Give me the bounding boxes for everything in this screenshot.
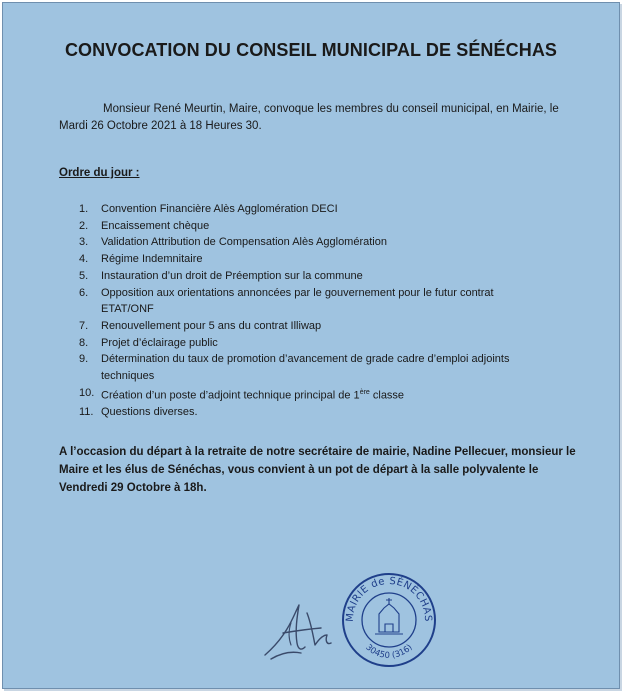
agenda-heading: Ordre du jour : [59,167,140,179]
document-title: CONVOCATION DU CONSEIL MUNICIPAL DE SÉNÉCHAS [64,40,558,60]
agenda-item-text: Questions diverses. [101,406,198,419]
agenda-item-text: Validation Attribution de Compensation Alès Agglomération [101,236,387,249]
intro-paragraph [59,101,579,135]
mairie-stamp [339,570,439,670]
agenda-list [79,201,549,421]
document-page [2,2,620,689]
agenda-item-number: 10. [79,386,95,399]
agenda-item [79,285,549,318]
agenda-item [79,268,549,285]
agenda-item-number: 6. [79,286,89,299]
svg-text:MAIRIE de SÉNÉCHAS: MAIRIE de SÉNÉCHAS [344,575,434,623]
agenda-item-number: 7. [79,319,89,332]
agenda-item-text: Régime Indemnitaire [101,253,203,266]
ordinal-superscript: ère [359,388,370,396]
retirement-notice: A l’occasion du départ à la retraite de notre secrétaire de mairie, Nadine Pellecuer, monsieur le Maire et les élus de Sénéchas, vous convient à un pot de départ à la salle polyvalente le Vendredi 29 Octobre à 18h. [59,446,576,494]
agenda-item [79,251,549,268]
agenda-item [79,218,549,235]
agenda-item-text [101,385,549,404]
mayor-signature [261,593,351,663]
agenda-item-text-end: classe [369,389,405,402]
agenda-item-number: 3. [79,236,89,249]
intro-text: Monsieur René Meurtin, Maire, convoque les membres du conseil municipal, en Mairie, le Mardi 26 Octobre 2021 à 18 Heures 30. [59,103,559,132]
agenda-item [79,385,549,404]
agenda-item-number: 1. [79,203,89,215]
agenda-item-number: 4. [79,253,89,266]
agenda-item-number: 8. [79,336,89,349]
agenda-item [79,351,549,384]
agenda-item-number: 5. [79,269,89,282]
agenda-item-text: Encaissement chèque [101,219,210,232]
agenda-item-text: Opposition aux orientations annoncées par le gouvernement pour le futur contrat ETAT/ONF [101,286,494,316]
agenda-item [79,318,549,335]
agenda-item-text: Détermination du taux de promotion d’avancement de grade cadre d’emploi adjoints techniques [101,353,510,383]
agenda-item [79,201,549,218]
agenda-item-text: Convention Financière Alès Agglomération DECI [101,203,338,215]
agenda-item-text-main: Création d’un poste d’adjoint technique principal de 1 [101,389,360,402]
agenda-item-text: Renouvellement pour 5 ans du contrat Illiwap [101,319,322,332]
agenda-item-number: 11. [79,406,94,419]
agenda-item [79,404,549,421]
svg-text:30450 (316): 30450 (316) [363,642,415,662]
agenda-item-text: Projet d’éclairage public [101,336,218,349]
agenda-item [79,234,549,251]
agenda-item-number: 9. [79,353,89,366]
agenda-item [79,335,549,352]
agenda-item-text: Instauration d’un droit de Préemption sur la commune [101,269,363,282]
agenda-item-number: 2. [79,219,89,232]
